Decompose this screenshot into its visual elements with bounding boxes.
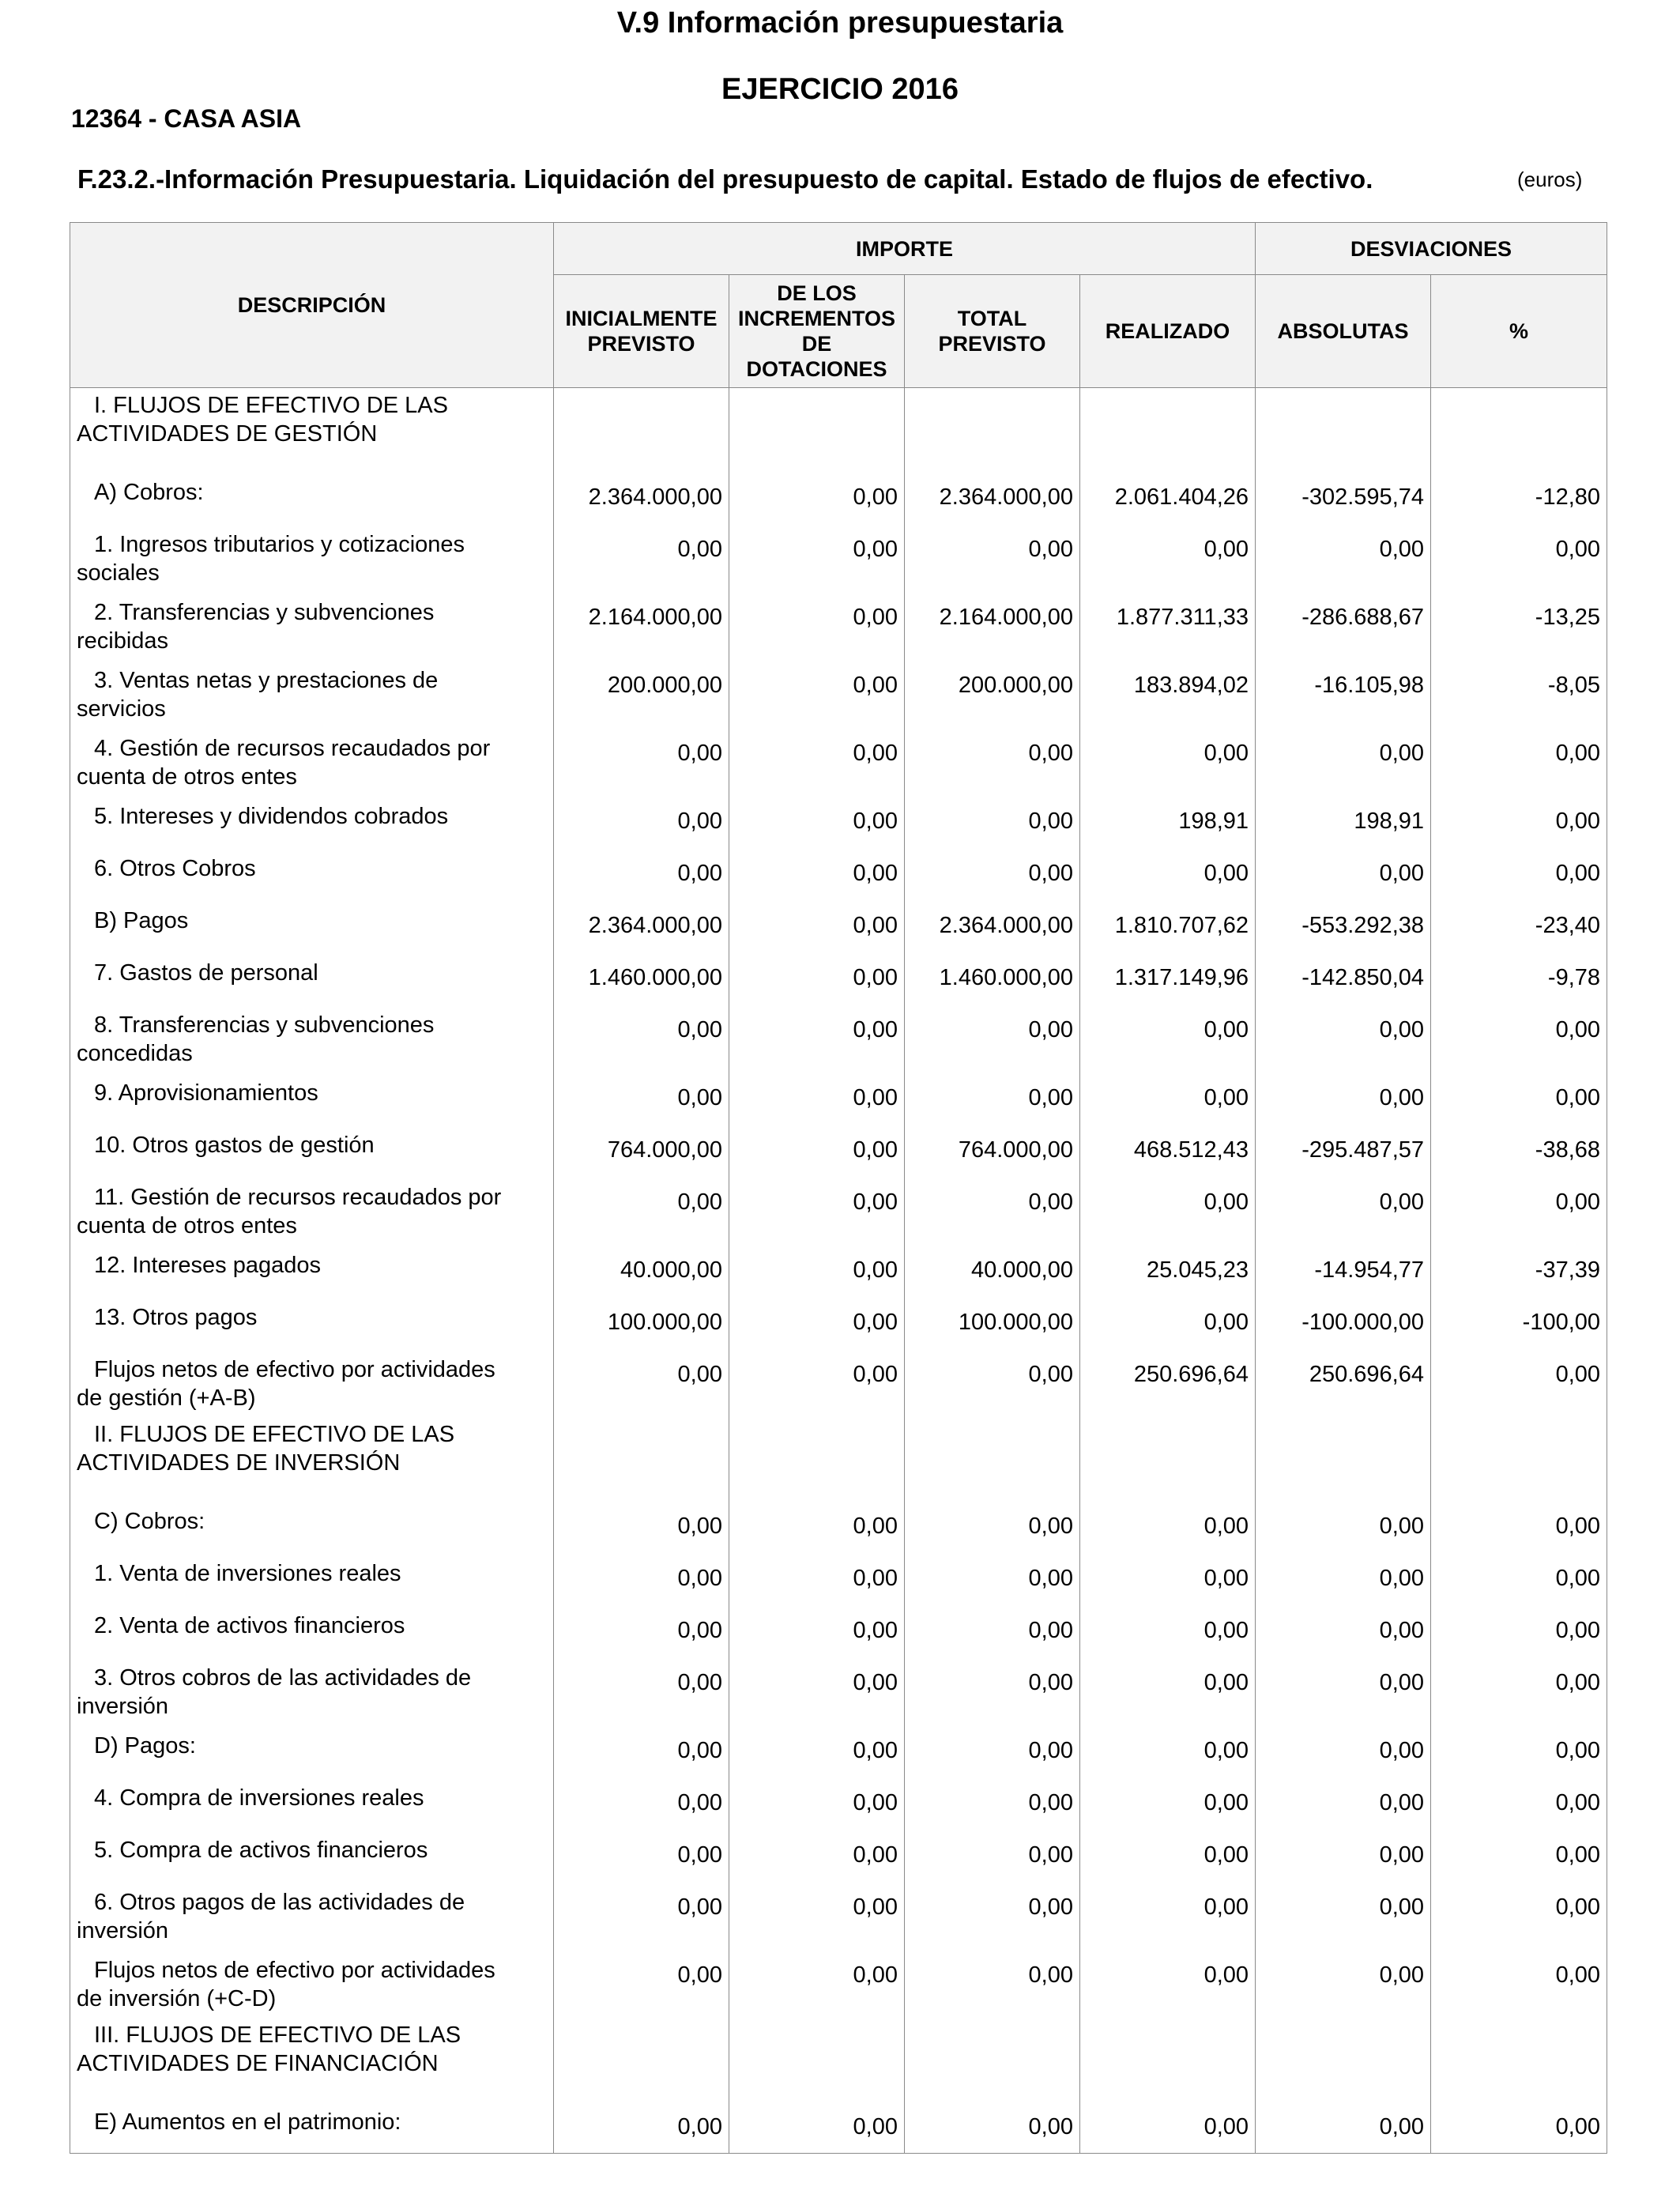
row-description — [70, 2018, 554, 2102]
description-line: 1. Venta de inversiones reales — [94, 1560, 401, 1586]
cell-porcentaje: 0,00 — [1431, 1830, 1607, 1882]
cell-incrementos: 0,00 — [729, 1553, 905, 1605]
cell-incrementos: 0,00 — [729, 1072, 905, 1125]
cash-flow-table — [70, 222, 1607, 2154]
description-line: servicios — [77, 696, 166, 722]
table-row — [70, 1417, 1607, 1501]
header-line: INCREMENTOS — [737, 307, 896, 330]
row-description — [70, 1950, 554, 2018]
description-line: A) Cobros: — [94, 479, 204, 505]
table-row — [70, 524, 1607, 592]
cell-absolutas: 0,00 — [1256, 1005, 1431, 1072]
col-header-absolutas: ABSOLUTAS — [1256, 275, 1431, 388]
cell-absolutas: -295.487,57 — [1256, 1125, 1431, 1177]
cell-porcentaje: 0,00 — [1431, 524, 1607, 592]
table-row — [70, 2018, 1607, 2102]
cell-total-previsto: 1.460.000,00 — [905, 952, 1080, 1005]
cell-realizado: 1.877.311,33 — [1080, 592, 1256, 660]
cell-absolutas: 0,00 — [1256, 848, 1431, 900]
cell-total-previsto: 2.164.000,00 — [905, 592, 1080, 660]
description-line: 8. Transferencias y subvenciones — [94, 1012, 435, 1038]
units-label: (euros) — [1517, 168, 1583, 191]
cell-absolutas: -16.105,98 — [1256, 660, 1431, 728]
description-line: 10. Otros gastos de gestión — [94, 1132, 375, 1158]
cell-total-previsto: 0,00 — [905, 1605, 1080, 1657]
cell-total-previsto: 0,00 — [905, 728, 1080, 796]
exercise-year: EJERCICIO 2016 — [721, 73, 959, 106]
cell-porcentaje: 0,00 — [1431, 1501, 1607, 1553]
table-row — [70, 1882, 1607, 1950]
cell-realizado: 0,00 — [1080, 1177, 1256, 1245]
cell-absolutas: 0,00 — [1256, 1777, 1431, 1830]
table-row — [70, 1553, 1607, 1605]
cell-realizado: 0,00 — [1080, 1005, 1256, 1072]
cell-incrementos: 0,00 — [729, 848, 905, 900]
table-row — [70, 388, 1607, 472]
description-line: 4. Compra de inversiones reales — [94, 1785, 424, 1811]
cell-total-previsto: 40.000,00 — [905, 1245, 1080, 1297]
cell-absolutas: -142.850,04 — [1256, 952, 1431, 1005]
header-line: DOTACIONES — [746, 357, 887, 381]
row-description — [70, 1553, 554, 1605]
cell-incrementos: 0,00 — [729, 1882, 905, 1950]
cell-realizado — [1080, 1417, 1256, 1501]
cell-porcentaje: 0,00 — [1431, 796, 1607, 848]
cell-incrementos: 0,00 — [729, 900, 905, 952]
header-line: TOTAL — [957, 307, 1027, 330]
cell-inicialmente-previsto: 40.000,00 — [554, 1245, 729, 1297]
description-line: III. FLUJOS DE EFECTIVO DE LAS — [94, 2022, 461, 2048]
row-description — [70, 524, 554, 592]
cell-porcentaje: -23,40 — [1431, 900, 1607, 952]
cell-inicialmente-previsto: 0,00 — [554, 796, 729, 848]
cell-incrementos: 0,00 — [729, 592, 905, 660]
row-description — [70, 1501, 554, 1553]
table-row — [70, 1830, 1607, 1882]
description-line: de gestión (+A-B) — [77, 1385, 256, 1411]
description-line: Flujos netos de efectivo por actividades — [94, 1356, 495, 1382]
table-row — [70, 952, 1607, 1005]
page-title: V.9 Información presupuestaria — [616, 6, 1064, 40]
cell-total-previsto — [905, 1417, 1080, 1501]
cell-total-previsto: 764.000,00 — [905, 1125, 1080, 1177]
row-description — [70, 1605, 554, 1657]
cell-inicialmente-previsto: 0,00 — [554, 2102, 729, 2154]
cell-inicialmente-previsto: 1.460.000,00 — [554, 952, 729, 1005]
cell-porcentaje: 0,00 — [1431, 1605, 1607, 1657]
cell-realizado: 1.810.707,62 — [1080, 900, 1256, 952]
row-description — [70, 1297, 554, 1349]
cell-realizado — [1080, 2018, 1256, 2102]
description-line: de inversión (+C-D) — [77, 1985, 277, 2011]
cell-inicialmente-previsto: 0,00 — [554, 728, 729, 796]
cell-total-previsto: 0,00 — [905, 524, 1080, 592]
cell-total-previsto: 0,00 — [905, 1657, 1080, 1725]
col-header-porcentaje: % — [1431, 275, 1607, 388]
cell-inicialmente-previsto: 0,00 — [554, 848, 729, 900]
table-row — [70, 592, 1607, 660]
description-line: 13. Otros pagos — [94, 1304, 258, 1330]
cell-absolutas: 0,00 — [1256, 1605, 1431, 1657]
table-row — [70, 1297, 1607, 1349]
row-description — [70, 660, 554, 728]
cell-realizado: 0,00 — [1080, 1882, 1256, 1950]
cell-incrementos: 0,00 — [729, 1830, 905, 1882]
cell-total-previsto: 0,00 — [905, 1777, 1080, 1830]
cell-total-previsto: 0,00 — [905, 2102, 1080, 2154]
cell-porcentaje: 0,00 — [1431, 1882, 1607, 1950]
cell-total-previsto: 0,00 — [905, 1005, 1080, 1072]
cell-realizado: 250.696,64 — [1080, 1349, 1256, 1417]
row-description — [70, 592, 554, 660]
cell-incrementos: 0,00 — [729, 1177, 905, 1245]
cell-realizado: 0,00 — [1080, 1950, 1256, 2018]
cell-realizado: 0,00 — [1080, 1605, 1256, 1657]
row-description — [70, 848, 554, 900]
cell-total-previsto — [905, 2018, 1080, 2102]
cell-inicialmente-previsto — [554, 2018, 729, 2102]
cell-inicialmente-previsto: 0,00 — [554, 1177, 729, 1245]
cell-incrementos: 0,00 — [729, 1125, 905, 1177]
cell-porcentaje: 0,00 — [1431, 848, 1607, 900]
cell-porcentaje: 0,00 — [1431, 1349, 1607, 1417]
table-row — [70, 1072, 1607, 1125]
description-line: B) Pagos — [94, 907, 189, 933]
description-line: II. FLUJOS DE EFECTIVO DE LAS — [94, 1421, 455, 1447]
cell-inicialmente-previsto: 0,00 — [554, 1882, 729, 1950]
description-line: concedidas — [77, 1040, 193, 1066]
description-line: C) Cobros: — [94, 1508, 205, 1534]
row-description — [70, 796, 554, 848]
report-subtitle: F.23.2.-Información Presupuestaria. Liquidación del presupuesto de capital. Estado de flujos de efectivo. — [77, 164, 1373, 194]
description-line: ACTIVIDADES DE FINANCIACIÓN — [77, 2050, 439, 2076]
cell-absolutas: 0,00 — [1256, 1882, 1431, 1950]
cell-absolutas: 0,00 — [1256, 1177, 1431, 1245]
cell-porcentaje: -8,05 — [1431, 660, 1607, 728]
table-row — [70, 796, 1607, 848]
cell-realizado: 183.894,02 — [1080, 660, 1256, 728]
cell-absolutas — [1256, 2018, 1431, 2102]
cell-total-previsto: 0,00 — [905, 1725, 1080, 1777]
cell-inicialmente-previsto: 0,00 — [554, 1605, 729, 1657]
cell-realizado: 0,00 — [1080, 1297, 1256, 1349]
cell-incrementos: 0,00 — [729, 524, 905, 592]
cell-total-previsto: 0,00 — [905, 1072, 1080, 1125]
cell-incrementos: 0,00 — [729, 1725, 905, 1777]
description-line: sociales — [77, 560, 160, 586]
cell-realizado: 0,00 — [1080, 728, 1256, 796]
cell-inicialmente-previsto: 0,00 — [554, 1725, 729, 1777]
cell-realizado: 0,00 — [1080, 524, 1256, 592]
row-description — [70, 900, 554, 952]
cell-incrementos: 0,00 — [729, 660, 905, 728]
cell-porcentaje: -13,25 — [1431, 592, 1607, 660]
cell-realizado: 0,00 — [1080, 848, 1256, 900]
cell-realizado: 198,91 — [1080, 796, 1256, 848]
cell-porcentaje — [1431, 388, 1607, 472]
cell-inicialmente-previsto: 2.364.000,00 — [554, 472, 729, 524]
description-line: Flujos netos de efectivo por actividades — [94, 1957, 495, 1983]
cell-total-previsto: 0,00 — [905, 848, 1080, 900]
row-description — [70, 1177, 554, 1245]
description-line: 6. Otros Cobros — [94, 855, 256, 881]
row-description — [70, 1349, 554, 1417]
description-line: cuenta de otros entes — [77, 1212, 297, 1238]
description-line: 1. Ingresos tributarios y cotizaciones — [94, 531, 465, 557]
table-row — [70, 1349, 1607, 1417]
cell-absolutas: 0,00 — [1256, 1725, 1431, 1777]
cell-porcentaje: 0,00 — [1431, 728, 1607, 796]
cell-porcentaje: 0,00 — [1431, 1177, 1607, 1245]
cell-realizado: 0,00 — [1080, 1501, 1256, 1553]
cell-absolutas — [1256, 388, 1431, 472]
row-description — [70, 1125, 554, 1177]
cell-total-previsto: 0,00 — [905, 1501, 1080, 1553]
cell-porcentaje: 0,00 — [1431, 1553, 1607, 1605]
cell-realizado: 0,00 — [1080, 1830, 1256, 1882]
cell-incrementos: 0,00 — [729, 1501, 905, 1553]
cell-absolutas: 0,00 — [1256, 1657, 1431, 1725]
table-row — [70, 848, 1607, 900]
cell-absolutas: -553.292,38 — [1256, 900, 1431, 952]
table-row — [70, 1950, 1607, 2018]
description-line: D) Pagos: — [94, 1732, 196, 1759]
cell-inicialmente-previsto: 0,00 — [554, 1072, 729, 1125]
row-description — [70, 1777, 554, 1830]
cell-realizado: 1.317.149,96 — [1080, 952, 1256, 1005]
table-row — [70, 660, 1607, 728]
cell-inicialmente-previsto: 0,00 — [554, 1830, 729, 1882]
entity-name: 12364 - CASA ASIA — [71, 104, 302, 133]
cell-realizado: 0,00 — [1080, 1777, 1256, 1830]
description-line: E) Aumentos en el patrimonio: — [94, 2109, 401, 2135]
cell-incrementos: 0,00 — [729, 1297, 905, 1349]
table-row — [70, 1605, 1607, 1657]
description-line: 5. Compra de activos financieros — [94, 1837, 428, 1863]
description-line: 2. Venta de activos financieros — [94, 1612, 405, 1638]
row-description — [70, 1657, 554, 1725]
col-header-inicialmente-previsto — [554, 275, 729, 388]
cell-inicialmente-previsto — [554, 1417, 729, 1501]
cell-porcentaje — [1431, 1417, 1607, 1501]
cell-incrementos: 0,00 — [729, 1245, 905, 1297]
cell-porcentaje: -37,39 — [1431, 1245, 1607, 1297]
cell-porcentaje: 0,00 — [1431, 2102, 1607, 2154]
cell-total-previsto: 200.000,00 — [905, 660, 1080, 728]
cell-inicialmente-previsto: 764.000,00 — [554, 1125, 729, 1177]
cell-incrementos: 0,00 — [729, 1349, 905, 1417]
group-header-desviaciones: DESVIACIONES — [1256, 223, 1607, 275]
row-description — [70, 1882, 554, 1950]
cell-incrementos: 0,00 — [729, 1605, 905, 1657]
cell-inicialmente-previsto: 0,00 — [554, 1657, 729, 1725]
cell-realizado: 0,00 — [1080, 1725, 1256, 1777]
cell-porcentaje: -38,68 — [1431, 1125, 1607, 1177]
cell-realizado: 0,00 — [1080, 2102, 1256, 2154]
table-row — [70, 1725, 1607, 1777]
cell-inicialmente-previsto: 100.000,00 — [554, 1297, 729, 1349]
cell-porcentaje: 0,00 — [1431, 1005, 1607, 1072]
description-line: 5. Intereses y dividendos cobrados — [94, 803, 449, 829]
cell-realizado: 2.061.404,26 — [1080, 472, 1256, 524]
table-row — [70, 2102, 1607, 2154]
cell-inicialmente-previsto: 0,00 — [554, 1950, 729, 2018]
cell-incrementos: 0,00 — [729, 472, 905, 524]
cell-absolutas: 0,00 — [1256, 1830, 1431, 1882]
col-header-realizado: REALIZADO — [1080, 275, 1256, 388]
cell-total-previsto: 0,00 — [905, 1950, 1080, 2018]
row-description — [70, 388, 554, 472]
cash-flow-table-wrapper — [70, 222, 1607, 2154]
cell-realizado: 0,00 — [1080, 1072, 1256, 1125]
cell-incrementos: 0,00 — [729, 1005, 905, 1072]
cell-inicialmente-previsto: 0,00 — [554, 1501, 729, 1553]
description-line: ACTIVIDADES DE INVERSIÓN — [77, 1449, 401, 1476]
cell-total-previsto: 0,00 — [905, 796, 1080, 848]
cell-inicialmente-previsto: 0,00 — [554, 524, 729, 592]
table-row — [70, 1125, 1607, 1177]
table-row — [70, 1657, 1607, 1725]
cell-inicialmente-previsto: 0,00 — [554, 1349, 729, 1417]
cell-incrementos: 0,00 — [729, 952, 905, 1005]
table-row — [70, 900, 1607, 952]
description-line: 3. Ventas netas y prestaciones de — [94, 667, 439, 693]
description-line: 11. Gestión de recursos recaudados por — [94, 1184, 502, 1210]
cell-inicialmente-previsto — [554, 388, 729, 472]
table-row — [70, 1777, 1607, 1830]
row-description — [70, 472, 554, 524]
header-line: DE LOS — [777, 281, 857, 305]
description-line: I. FLUJOS DE EFECTIVO DE LAS — [94, 393, 448, 418]
cell-absolutas: -302.595,74 — [1256, 472, 1431, 524]
cell-porcentaje — [1431, 2018, 1607, 2102]
row-description — [70, 952, 554, 1005]
cell-inicialmente-previsto: 200.000,00 — [554, 660, 729, 728]
cell-porcentaje: 0,00 — [1431, 1950, 1607, 2018]
cell-absolutas: -286.688,67 — [1256, 592, 1431, 660]
row-description — [70, 1005, 554, 1072]
row-description — [70, 1072, 554, 1125]
table-row — [70, 1245, 1607, 1297]
cell-realizado — [1080, 388, 1256, 472]
description-line: 3. Otros cobros de las actividades de — [94, 1664, 472, 1691]
description-line: recibidas — [77, 628, 169, 654]
cell-total-previsto: 0,00 — [905, 1830, 1080, 1882]
cell-total-previsto: 2.364.000,00 — [905, 900, 1080, 952]
cell-inicialmente-previsto: 2.364.000,00 — [554, 900, 729, 952]
row-description — [70, 2102, 554, 2154]
cell-porcentaje: 0,00 — [1431, 1725, 1607, 1777]
cell-absolutas: 0,00 — [1256, 1072, 1431, 1125]
group-header-importe: IMPORTE — [554, 223, 1256, 275]
cell-porcentaje: -9,78 — [1431, 952, 1607, 1005]
cell-incrementos: 0,00 — [729, 1950, 905, 2018]
description-line: 6. Otros pagos de las actividades de — [94, 1889, 465, 1915]
header-line: DE — [801, 332, 832, 356]
description-line: 9. Aprovisionamientos — [94, 1080, 318, 1106]
cell-incrementos — [729, 2018, 905, 2102]
cell-absolutas: 0,00 — [1256, 1950, 1431, 2018]
cell-absolutas: 198,91 — [1256, 796, 1431, 848]
cell-porcentaje: -100,00 — [1431, 1297, 1607, 1349]
col-header-total-previsto — [905, 275, 1080, 388]
description-line: inversión — [77, 1693, 169, 1719]
description-line: cuenta de otros entes — [77, 763, 297, 790]
table-row — [70, 1005, 1607, 1072]
row-description — [70, 1830, 554, 1882]
cell-realizado: 25.045,23 — [1080, 1245, 1256, 1297]
description-line: ACTIVIDADES DE GESTIÓN — [77, 421, 378, 447]
cell-incrementos: 0,00 — [729, 1657, 905, 1725]
table-row — [70, 472, 1607, 524]
description-line: 12. Intereses pagados — [94, 1252, 321, 1278]
cell-absolutas: -14.954,77 — [1256, 1245, 1431, 1297]
cell-porcentaje: 0,00 — [1431, 1777, 1607, 1830]
row-description — [70, 1245, 554, 1297]
cell-inicialmente-previsto: 0,00 — [554, 1553, 729, 1605]
cell-realizado: 0,00 — [1080, 1553, 1256, 1605]
cell-absolutas — [1256, 1417, 1431, 1501]
table-body — [70, 388, 1607, 2154]
cell-total-previsto: 0,00 — [905, 1349, 1080, 1417]
cell-incrementos: 0,00 — [729, 728, 905, 796]
cell-realizado: 468.512,43 — [1080, 1125, 1256, 1177]
col-header-descripcion: DESCRIPCIÓN — [70, 223, 554, 388]
table-row — [70, 1501, 1607, 1553]
cell-absolutas: 0,00 — [1256, 2102, 1431, 2154]
col-header-incrementos — [729, 275, 905, 388]
cell-incrementos: 0,00 — [729, 1777, 905, 1830]
cell-absolutas: 0,00 — [1256, 728, 1431, 796]
cell-incrementos — [729, 388, 905, 472]
cell-porcentaje: 0,00 — [1431, 1657, 1607, 1725]
description-line: 7. Gastos de personal — [94, 959, 318, 986]
header-line: INICIALMENTE — [565, 307, 718, 330]
cell-absolutas: 0,00 — [1256, 1553, 1431, 1605]
cell-total-previsto: 0,00 — [905, 1177, 1080, 1245]
cell-absolutas: 0,00 — [1256, 524, 1431, 592]
description-line: 4. Gestión de recursos recaudados por — [94, 735, 491, 761]
cell-porcentaje: -12,80 — [1431, 472, 1607, 524]
cell-porcentaje: 0,00 — [1431, 1072, 1607, 1125]
cell-total-previsto: 0,00 — [905, 1553, 1080, 1605]
row-description — [70, 1417, 554, 1501]
header-line: PREVISTO — [587, 332, 695, 356]
table-row — [70, 1177, 1607, 1245]
cell-absolutas: 0,00 — [1256, 1501, 1431, 1553]
cell-realizado: 0,00 — [1080, 1657, 1256, 1725]
description-line: 2. Transferencias y subvenciones — [94, 599, 435, 625]
cell-inicialmente-previsto: 2.164.000,00 — [554, 592, 729, 660]
row-description — [70, 728, 554, 796]
table-row — [70, 728, 1607, 796]
row-description — [70, 1725, 554, 1777]
header-line: PREVISTO — [938, 332, 1046, 356]
cell-absolutas: 250.696,64 — [1256, 1349, 1431, 1417]
cell-total-previsto: 100.000,00 — [905, 1297, 1080, 1349]
cell-incrementos — [729, 1417, 905, 1501]
cell-inicialmente-previsto: 0,00 — [554, 1777, 729, 1830]
cell-total-previsto — [905, 388, 1080, 472]
cell-total-previsto: 2.364.000,00 — [905, 472, 1080, 524]
cell-total-previsto: 0,00 — [905, 1882, 1080, 1950]
cell-incrementos: 0,00 — [729, 2102, 905, 2154]
cell-incrementos: 0,00 — [729, 796, 905, 848]
cell-absolutas: -100.000,00 — [1256, 1297, 1431, 1349]
cell-inicialmente-previsto: 0,00 — [554, 1005, 729, 1072]
description-line: inversión — [77, 1917, 169, 1943]
